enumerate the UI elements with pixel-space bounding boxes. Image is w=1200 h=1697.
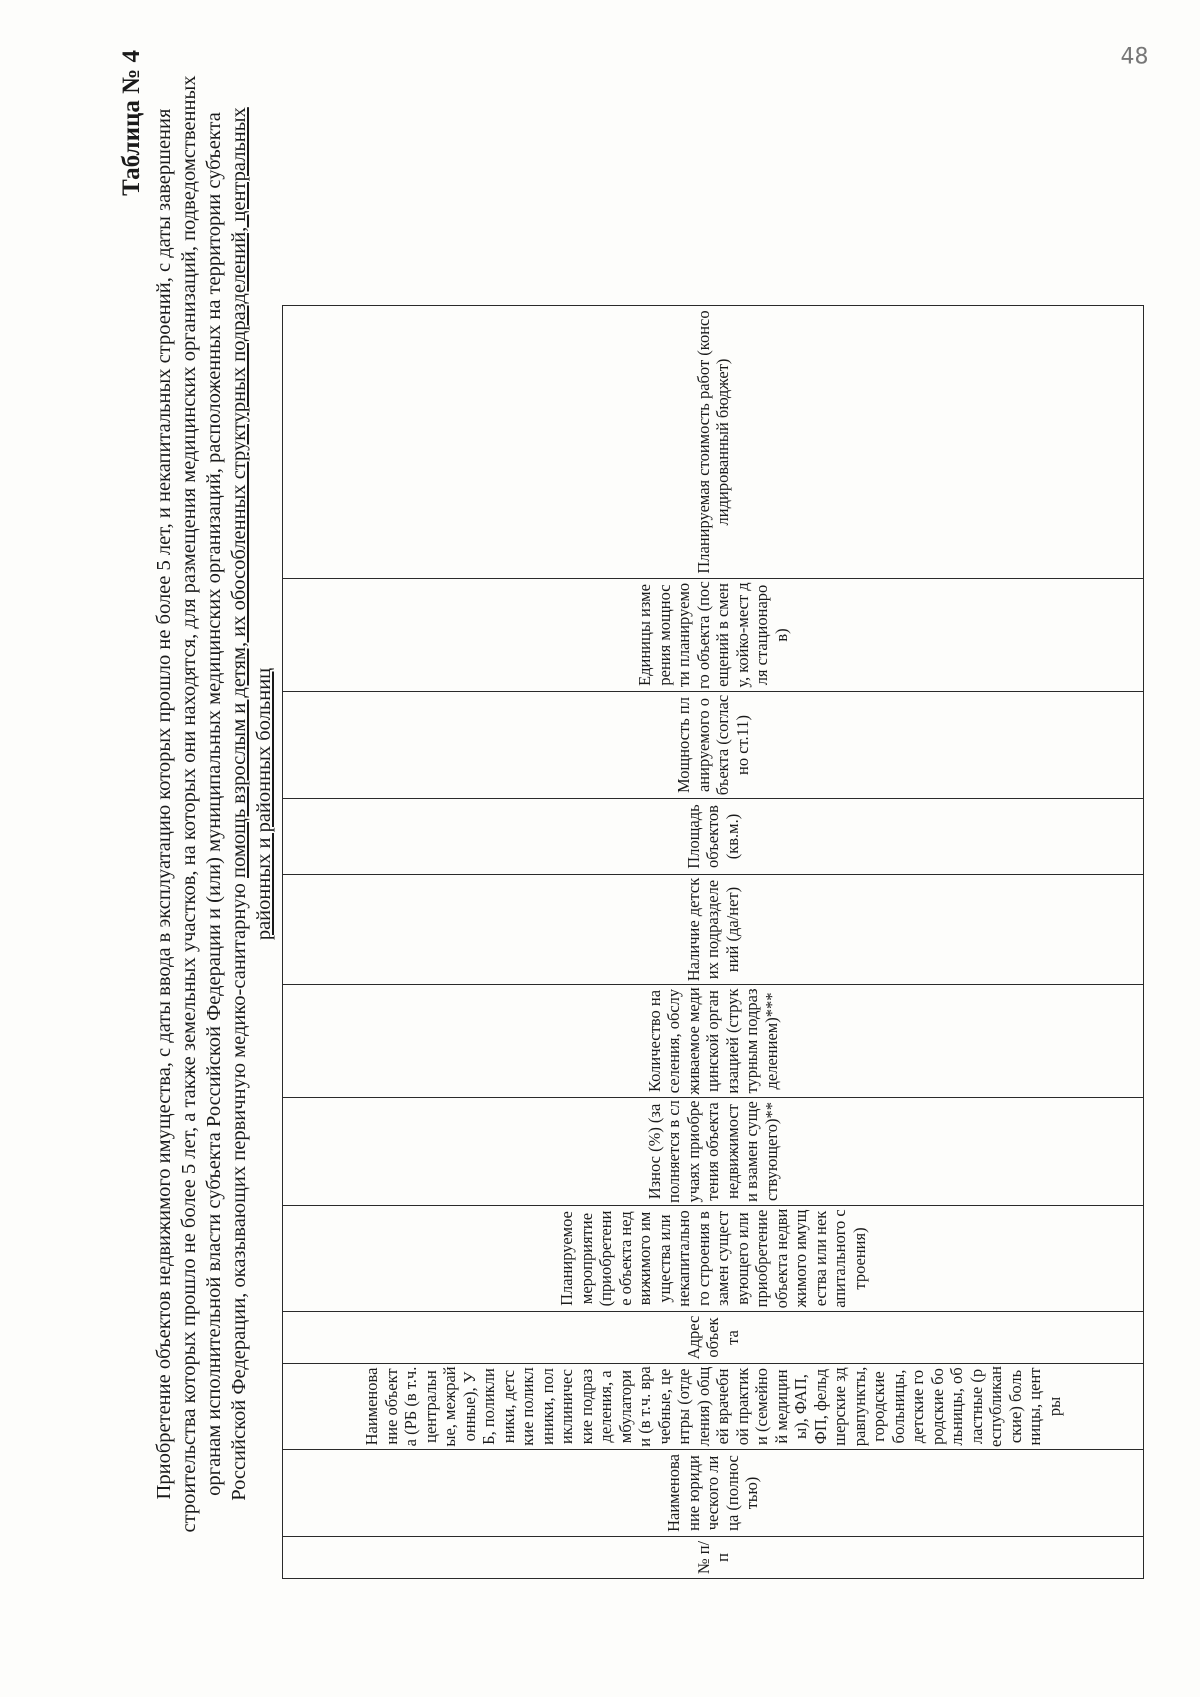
col-header-wear: Износ (%) (заполняется в случаях приобретения объекта недвижимости взамен существующего)** — [283, 1098, 1144, 1206]
col-header-capacity-units: Единицы измерения мощности планируемого объекта (посещений в смену, койко-мест для стационаров) — [283, 579, 1144, 692]
col-header-area: Площадь объектов (кв.м.) — [283, 799, 1144, 875]
col-header-address: Адрес объекта — [283, 1312, 1144, 1364]
col-header-capacity: Мощность планируемого объекта (согласно ст.11) — [283, 692, 1144, 799]
col-header-population: Количество населения, обслуживаемое медицинской организацией (структурным подразделением)*** — [283, 985, 1144, 1098]
caption-underlined: помощь взрослым и детям, их обособленных структурных подразделений, центральных районных и районных больниц — [228, 107, 275, 941]
page-number: 48 — [1120, 44, 1149, 70]
col-header-planned-event: Планируемое мероприятие (приобретение объекта недвижимого имущества или некапитального строения взамен существующего или приобретение объекта недвижимого имущества или некапитального строения) — [283, 1206, 1144, 1312]
table-caption — [152, 69, 277, 1539]
col-header-children-units: Наличие детских подразделений (да/нет) — [283, 875, 1144, 985]
table-header-row — [283, 306, 1144, 1579]
col-header-num: № п/п — [283, 1537, 1144, 1579]
caption-main: Приобретение объектов недвижимого имущества, с даты ввода в эксплуатацию которых прошло не более 5 лет, и некапитальных строений, с даты завершения строительства которых прошло не более 5 лет, а также земельных участков, на которых они находятся, для размещения медицинских организаций, подведомственных органам исполнительной власти субъекта Российской Федерации и (или) муниципальных медицинских организаций, расположенных на территории субъекта Российской Федерации, оказывающих первичную медико-санитарную — [153, 75, 250, 1533]
col-header-object-name: Наименование объекта (РБ (в т.ч. центральные, межрайонные), УБ, поликлиники, детские поликлиники, поликлинические подразделения, амбулатории (в т.ч. врачебные, центры (отделения) общей врачебной практики (семейной медицины), ФАП, ФП, фельдшерские здравпункты, городские больницы, детские городские больницы, областные (республиканские) больницы, центры — [283, 1364, 1144, 1450]
col-header-legal-entity: Наименование юридического лица (полностью) — [283, 1450, 1144, 1537]
col-header-cost: Планируемая стоимость работ (консолидированный бюджет) — [283, 306, 1144, 579]
data-table — [282, 305, 1144, 1579]
table-number: Таблица № 4 — [118, 50, 145, 196]
